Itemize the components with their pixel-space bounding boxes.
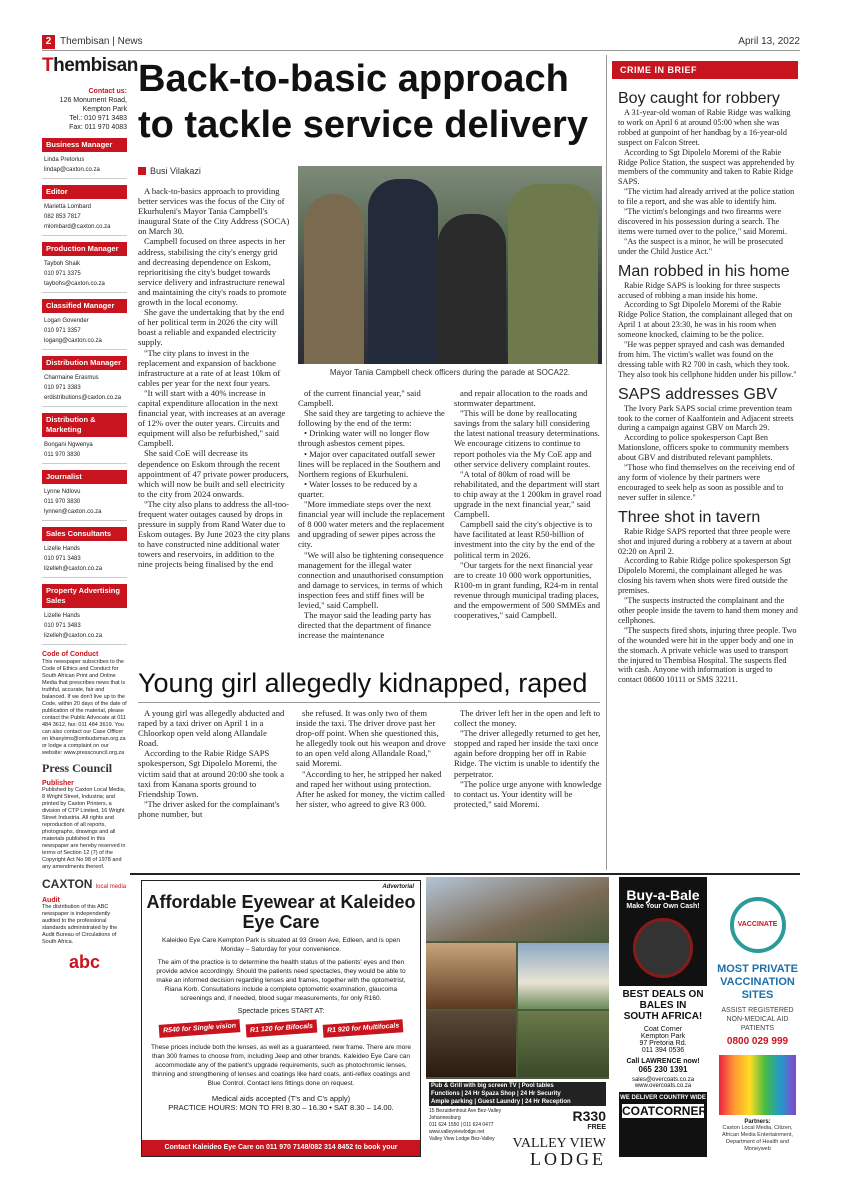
- paragraph: and repair allocation to the roads and stormwater department.: [454, 388, 588, 409]
- coat-corner-logo: COATCORNER: [622, 1104, 708, 1118]
- main-story-col-1: [138, 186, 290, 570]
- eyewear-p5: Medical aids accepted (T's and C's apply): [211, 1094, 351, 1103]
- lodge-facebook[interactable]: Valley View Lodge Bez-Valley: [429, 1136, 495, 1142]
- advertorial-tag: Advertorial: [382, 884, 414, 890]
- vaccinate-logo-text: VACCINATE: [737, 921, 778, 928]
- bale-email[interactable]: sales@overcoats.co.za: [631, 1077, 695, 1083]
- photo-figure: [438, 214, 506, 364]
- staff-section-title: Sales Consultants: [42, 527, 127, 541]
- price-list: [142, 1022, 420, 1035]
- contact-block: [42, 87, 127, 132]
- bale-call: Call LAWRENCE now!: [626, 1058, 700, 1065]
- lodge-address: 15 Bezuidenhout Ave Bez-Valley Johannesburg: [429, 1108, 502, 1121]
- staff-section-title: Editor: [42, 185, 127, 199]
- byline: [138, 166, 201, 176]
- photo-figure: [304, 194, 364, 364]
- main-headline: Back-to-basic approach to tackle service delivery: [138, 58, 588, 146]
- eyewear-p4: These prices include both the lenses, as well as a guaranteed, new frame. There are more than 300 frames to choose from, including Jeep and other brands. Kaleideo Eye Care can accommodate any of the patient's upgrade requirements, such as photochromic lenses, thinning and strengthening of lenses and coatings like hard coats, anti-reflex coatings and Blue Control. Contact lens fittings done on request.: [150, 1044, 412, 1087]
- staff-section-title: Property Advertising Sales: [42, 584, 127, 608]
- staff-section-body: [42, 437, 127, 464]
- staff-phone: 010 971 3483: [44, 623, 81, 629]
- paragraph: "More immediate steps over the next financial year will include the replacement of 8 000 water meters and the replacement and upgrading of sewer pipes across the city.: [298, 499, 445, 550]
- paragraph: According to Sgt Dipolelo Moremi of the Rabie Ridge Police Station, the complainant alleged that on April 1 at about 23:30, he was in his room when someone knocked, claiming to be the police.: [618, 300, 793, 340]
- staff-name: Lizelle Hands: [44, 613, 81, 619]
- lodge-features-3: Ample parking | Guest Laundry | 24 Hr Reception: [429, 1098, 606, 1106]
- paragraph: • Major over capacitated outfall sewer lines will be replaced in the Southern and Northern regions of Ekurhuleni.: [298, 448, 441, 479]
- staff-email: lizelleh@caxton.co.za: [44, 566, 103, 572]
- bale-delivery: WE DELIVER COUNTRY WIDE: [620, 1095, 706, 1101]
- press-council-text: Press Council: [42, 761, 113, 775]
- lodge-photo-5: [518, 1011, 609, 1077]
- lodge-photo-4: [426, 1011, 516, 1077]
- staff-section-body: [42, 484, 127, 521]
- second-story-col-2: [296, 708, 446, 809]
- audit-text: The distribution of this ABC newspaper is independently audited to the professional standards administrated by the Audit Bureau of Circulations of South Africa.: [42, 904, 118, 945]
- staff-section-title: Production Manager: [42, 242, 127, 256]
- main-story-col-2: [298, 388, 445, 640]
- eyewear-footer: Contact Kaleideo Eye Care on 011 970 7148/082 314 8452 to book your appointment.: [142, 1140, 420, 1156]
- vaccination-phone[interactable]: 0800 029 999: [726, 1036, 789, 1047]
- abc-logo: abc: [68, 952, 101, 972]
- staff-email: erdistributions@caxton.co.za: [44, 395, 122, 401]
- bale-stamp-icon: [633, 918, 693, 978]
- second-story-col-1: [138, 708, 288, 819]
- byline-marker: [138, 167, 146, 175]
- column-divider: [606, 55, 607, 870]
- paragraph: Rabie Ridge SAPS is looking for three suspects accused of robbing a man inside his home.: [618, 280, 781, 300]
- vaccination-title: MOST PRIVATE VACCINATION SITES: [717, 963, 798, 1001]
- paragraph: The mayor said the leading party has directed that the department of finance increase the maintenance: [298, 610, 431, 641]
- raised-hands-graphic: [719, 1055, 796, 1115]
- staff-phone: 011 970 3830: [44, 499, 81, 505]
- paragraph: Campbell focused on three aspects in her address, stabilising the city's energy grid and decreasing dependence on Eskom, reprioritising the city's budget towards service delivery and infrastructure renewal and maintaining the city's roads to promote growth in the local economy.: [138, 236, 287, 308]
- vaccination-sub: ASSIST REGISTERED NON-MEDICAL AID PATIENTS: [721, 1007, 794, 1032]
- sidebar: [42, 55, 138, 973]
- lodge-features-1: Pub & Grill with big screen TV | Pool tables: [429, 1082, 606, 1090]
- paragraph: "The driver asked for the complainant's phone number, but: [138, 798, 280, 819]
- staff-name: Tayboh Shaik: [44, 261, 81, 267]
- issue-date: April 13, 2022: [738, 36, 800, 47]
- buy-a-bale-ad[interactable]: [619, 877, 707, 1157]
- byline-text: Busi Vilakazi: [150, 166, 201, 176]
- caxton-sub: local media: [95, 884, 127, 890]
- staff-email: lindap@caxton.co.za: [44, 167, 100, 173]
- partners-list: Caxton Local Media, Citizen, African Media Entertainment, Department of Health and Moneyweb: [722, 1125, 793, 1152]
- staff-phone: 082 853 7817: [44, 214, 81, 220]
- staff-name: Bongani Ngwenya: [44, 442, 93, 448]
- second-headline: Young girl allegedly kidnapped, raped: [138, 668, 588, 698]
- paragraph: "The victim's belongings and two firearms were discovered in his possession during a search. The items were turned over to the police," said Moremi.: [618, 207, 787, 236]
- bale-title: Buy-a-Bale: [626, 887, 700, 903]
- press-council-logo: [42, 763, 127, 774]
- lodge-info: [426, 1079, 609, 1169]
- photo-figure: [368, 179, 438, 364]
- eyewear-p1: Kaleideo Eye Care Kempton Park is situated at 93 Green Ave, Edleen, and is open Monday – Saturday for your convenience.: [161, 937, 400, 953]
- lodge-photo-3: [518, 943, 609, 1009]
- bale-subtitle: Make Your Own Cash!: [626, 903, 700, 910]
- staff-section-body: [42, 313, 127, 350]
- paragraph: According to Sgt Dipolelo Moremi of the Rabie Ridge Police Station, the suspect was apprehended by members of the community and taken to Rabie Ridge SAPS.: [618, 147, 795, 187]
- paragraph: She said they are targeting to achieve the following by the end of the term:: [298, 408, 445, 429]
- staff-phone: 010 971 3357: [44, 328, 81, 334]
- staff-section-title: Journalist: [42, 470, 127, 484]
- bale-deal: BEST DEALS ON BALES IN SOUTH AFRICA!: [622, 989, 704, 1022]
- ads-divider: [130, 873, 800, 875]
- paragraph: "According to her, he stripped her naked and raped her without using protection. After he asked for money, the victim called her sister, who agreed to give R3 000.: [296, 768, 445, 809]
- main-photo: [298, 166, 602, 364]
- price-single: R540 for Single vision: [158, 1019, 240, 1038]
- staff-section-title: Distribution & Marketing: [42, 413, 127, 437]
- staff-email: taybohs@caxton.co.za: [44, 281, 105, 287]
- contact-tel: Tel.: 010 971 3483: [69, 115, 127, 122]
- paragraph: Campbell said the city's objective is to have facilitated at least R50-billion of investment into the city by the end of the political term in 2026.: [454, 519, 595, 560]
- paragraph: of the current financial year," said Campbell.: [298, 388, 421, 409]
- paragraph: "The suspects fired shots, injuring three people. Two of the wounded were hit in the upper body and one in the stomach. A private vehicle was used to transport the injured to Thembisa Hospital. The suspects fled with cash. Anyone with information is urged to contact 08600 10111 or SMS 32211.: [618, 625, 797, 685]
- paragraph: she refused. It was only two of them inside the taxi. The driver drove past her drop-off point. When she questioned this, he allegedly took out his weapon and drove to an open veld along Allandale Road," said Moremi.: [296, 708, 446, 769]
- second-story-col-3: [454, 708, 602, 809]
- price-multifocal: R1 920 for Multifocals: [323, 1019, 404, 1038]
- contact-fax: Fax: 011 970 4083: [69, 124, 127, 131]
- newspaper-logo: Thembisan: [42, 55, 138, 76]
- eyewear-title: Affordable Eyewear at Kaleideo Eye Care: [146, 892, 416, 932]
- lodge-web[interactable]: www.valleyviewlodge.net: [429, 1129, 485, 1135]
- staff-section-body: [42, 256, 127, 293]
- page-number: 2: [42, 35, 55, 49]
- paragraph: "It will start with a 40% increase in capital expenditure allocation in the next financial year, with increases at an average of 12% over the outer years. Circuits and equipment will also be refurbished," said Campbell.: [138, 387, 286, 449]
- bale-branch: Kempton Park: [640, 1033, 686, 1040]
- logo-rest: hembisan: [53, 55, 138, 76]
- staff-email: lynnen@caxton.co.za: [44, 509, 102, 515]
- caxton-text: CAXTON: [42, 877, 93, 891]
- paragraph: "The victim had already arrived at the police station to file a report, and she was able to identify him.: [618, 187, 795, 207]
- paragraph: According to the Rabie Ridge SAPS spokesperson, Sgt Dipolelo Moremi, the victim said that at around 20:00 she took a taxi from Kanana sports ground to Friendship Town.: [138, 748, 285, 799]
- brief-headline: SAPS addresses GBV: [618, 385, 778, 403]
- bale-store: Coat Corner: [643, 1026, 683, 1033]
- paragraph: Rabie Ridge SAPS reported that three people were shot and injured during a robbery at a tavern at about 02:20 on April 2.: [618, 526, 792, 556]
- paragraph: • Drinking water will no longer flow through asbestos cement pipes.: [298, 428, 430, 449]
- main-story-col-3: [454, 388, 602, 620]
- partners-label: Partners:: [744, 1119, 771, 1125]
- staff-section-body: [42, 541, 127, 578]
- paragraph: "Our targets for the next financial year are to create 10 000 work opportunities, R100-m in grant funding, R24-m in rental revenue through municipal trading places, and the empowerment of 500 SMMEs and cooperatives," said Campbell.: [454, 559, 601, 621]
- staff-section-title: Distribution Manager: [42, 356, 127, 370]
- brief-headline: Man robbed in his home: [618, 262, 790, 280]
- paragraph: The Ivory Park SAPS social crime prevention team took to the corner of Kaalfontein and Adjacent streets during a campaign against GBV on March 29.: [618, 403, 794, 433]
- paragraph: "The city plans to invest in the replacement and expansion of backbone infrastructure at a rate of at least 10km of cables per year for the next four years.: [138, 347, 281, 388]
- paragraph: According to Rabie Ridge police spokesperson Sgt Dipolelo Moremi, the complainant alleged he was closing his tavern when shots were fired outside the premises.: [618, 556, 791, 596]
- photo-figure: [508, 184, 598, 364]
- code-of-conduct: [42, 651, 127, 757]
- staff-section-body: [42, 370, 127, 407]
- staff-section-body: [42, 152, 127, 179]
- brief-headline: Three shot in tavern: [618, 508, 761, 526]
- contact-address-1: 126 Monument Road,: [59, 97, 127, 104]
- paragraph: "He was pepper sprayed and cash was demanded from him. The victim's wallet was found on the dressing table with R2 700 in cash, which they took. They also took his cellphone hidden under his pillow.": [618, 340, 797, 379]
- eyewear-ad[interactable]: [141, 880, 421, 1167]
- bale-web[interactable]: www.overcoats.co.za: [634, 1083, 692, 1089]
- coc-heading: Code of Conduct: [42, 651, 99, 658]
- vaccinate-logo: [730, 897, 786, 953]
- staff-name: Marietta Lombard: [44, 204, 92, 210]
- lodge-features-2: Functions | 24 Hr Spaza Shop | 24 Hr Security: [429, 1090, 606, 1098]
- contact-heading: Contact us:: [88, 88, 127, 95]
- paragraph: "The suspects instructed the complainant and the other people inside the tavern to hand them money and cellphones.: [618, 596, 798, 625]
- staff-email: logang@caxton.co.za: [44, 338, 102, 344]
- vaccination-ad[interactable]: [715, 877, 800, 1157]
- publisher-text: Published by Caxton Local Media, 8 Wright Street, Industria; and printed by Caxton Printers, a division of CTP Limited, 16 Wright Street Industria. All rights and reproduction of all reports, photographs, drawings and all materials published in this newspaper are hereby reserved in terms of Section 12 (7) of the Copyright Act No 98 of 1978 and any amendments thereof.: [42, 787, 126, 870]
- eyewear-hours: PRACTICE HOURS: MON TO FRI 8.30 – 16.30 • SAT 8.30 – 14.00.: [168, 1103, 394, 1112]
- second-headline-rule: [138, 702, 600, 703]
- staff-phone: 010 971 3375: [44, 271, 81, 277]
- staff-email: lizelleh@caxton.co.za: [44, 633, 103, 639]
- coc-text: This newspaper subscribes to the Code of Ethics and Conduct for South African Print and Online Media that prescribes news that is truthful, accurate, fair and balanced. If we don't live up to the Code, within 20 days of the date of publication of the material, please contact the Public Advocate at 011 484 3612, fax: 011 484 3619. You can also contact our Case Officer on khanyims@ombudsman.org.za or lodge a complaint on our website: www.presscouncil.org.za: [42, 659, 127, 756]
- paragraph: A 31-year-old woman of Rabie Ridge was walking to work on April 6 at around 05:00 when she was robbed at gunpoint of her handbag by a 16-year-old suspect on Falcon Street.: [618, 108, 791, 147]
- staff-section-title: Classified Manager: [42, 299, 127, 313]
- staff-section-body: [42, 608, 127, 645]
- lodge-price: R330: [572, 1108, 606, 1124]
- staff-email: mlombard@caxton.co.za: [44, 224, 111, 230]
- paragraph: According to police spokesperson Capt Ben Mationslone, officers spoke to community members about GBV and distributed relevant pamphlets.: [618, 433, 789, 463]
- crime-in-brief-label: CRIME IN BRIEF: [612, 61, 798, 79]
- paragraph: "The police urge anyone with knowledge to contact us. Your identity will be protected," said Moremi.: [454, 778, 602, 809]
- paragraph: She gave the undertaking that by the end of her political term in 2026 the city will boast a reliable and expanded electricity supply.: [138, 307, 285, 348]
- lodge-name-2: LODGE: [530, 1149, 606, 1169]
- eyewear-p2: The aim of the practice is to determine the health status of the patients' eyes and then provide advice accordingly. Should the patients need spectacles, they would be able to make an informed decision regarding lenses and frames, together with the optometrist, Riana Korb. Consultations include a complete optometric examination, glaucoma screenings and, if needed, blood sugar measurements, for only R160.: [156, 959, 406, 1002]
- top-rule: [42, 50, 800, 51]
- audit-heading: Audit: [42, 897, 60, 904]
- eyewear-p3: Spectacle prices START AT:: [237, 1008, 325, 1015]
- bale-mobile: 065 230 1391: [638, 1065, 688, 1074]
- staff-phone: 011 970 3830: [44, 452, 81, 458]
- valley-view-ad[interactable]: [426, 877, 609, 1169]
- paragraph: A back-to-basics approach to providing better services was the focus of the City of Ekurhuleni's Mayor Tania Campbell's inaugural State of the City Address (SOCA) on March 30.: [138, 186, 290, 237]
- paragraph: She said CoE will decrease its dependence on Eskom through the recent appointment of 47 private power producers, which will now be built and sell electricity to the city from 2024 onwards.: [138, 448, 289, 499]
- staff-phone: 010 971 3483: [44, 556, 81, 562]
- lodge-phone: 011 624 1550 | 011 624 0477: [429, 1122, 494, 1128]
- staff-section-title: Business Manager: [42, 138, 127, 152]
- paragraph: "A total of 80km of road will be rehabilitated, and the department will start to chip away at the 1 200km in gravel road upgrade in the next financial year," said Campbell.: [454, 468, 602, 520]
- bale-address: 97 Pretoria Rd.: [639, 1040, 687, 1047]
- crime-in-brief: [618, 84, 798, 685]
- lodge-free: FREE: [587, 1124, 606, 1131]
- photo-caption: Mayor Tania Campbell check officers during the parade at SOCA22.: [329, 368, 571, 377]
- paragraph: • Water losses to be reduced by a quarter.: [298, 478, 418, 499]
- contact-address-2: Kempton Park: [82, 106, 127, 113]
- staff-list: [42, 138, 127, 645]
- staff-name: Charmaine Erasmus: [44, 375, 99, 381]
- staff-name: Linda Pretorius: [44, 157, 85, 163]
- staff-name: Lizelle Hands: [44, 546, 81, 552]
- paragraph: "We will also be tightening consequence management for the illegal water connection and unauthorised consumption and damage to services, in terms of which inspection fees and stiff fines will be levied," said Campbell.: [298, 549, 444, 610]
- paragraph: "As the suspect is a minor, he will be prosecuted under the Child Justice Act.": [618, 236, 783, 256]
- staff-phone: 010 971 3383: [44, 385, 81, 391]
- paragraph: "This will be done by reallocating savings from the salary bill considering the latest national treasury determinations. We encourage citizens to continue to report potholes via the My CoE app and other service delivery complaint routes.: [454, 408, 600, 469]
- caxton-logo: [42, 877, 127, 891]
- paragraph: The driver left her in the open and left to collect the money.: [454, 708, 601, 729]
- paragraph: "Those who find themselves on the receiving end of any form of violence by their partners were encouraged to seek help as soon as possible and to never suffer in silence.": [618, 463, 795, 502]
- staff-name: Lynne Ndlovu: [44, 489, 81, 495]
- section-label: Thembisan | News: [60, 36, 143, 47]
- staff-name: Logan Govender: [44, 318, 89, 324]
- lodge-name-1: VALLEY VIEW: [512, 1136, 606, 1151]
- publisher-heading: Publisher: [42, 780, 74, 787]
- lodge-photo-1: [426, 877, 609, 941]
- paragraph: A young girl was allegedly abducted and raped by a taxi driver on April 1 in a Chloorkop open veld along Allandale Road.: [138, 708, 285, 749]
- price-bifocal: R1 120 for Bifocals: [246, 1020, 318, 1038]
- paragraph: "The city also plans to address the all-too-frequent water outages caused by drops in pressure in supply from Rand Water due to Eskom outages. By June 2023 the city plans to have constructed nine additional water towers and reservoirs, in addition to the nine projects being finalised by the end: [138, 498, 290, 570]
- staff-section-body: [42, 199, 127, 236]
- lodge-photo-2: [426, 943, 516, 1009]
- brief-headline: Boy caught for robbery: [618, 90, 780, 107]
- bale-phone: 011 394 0536: [641, 1047, 685, 1054]
- paragraph: "The driver allegedly returned to get her, stopped and raped her inside the taxi once again before dropping her off in Rabie Ridge. The victim is unable to identify the perpetrator.: [454, 728, 601, 779]
